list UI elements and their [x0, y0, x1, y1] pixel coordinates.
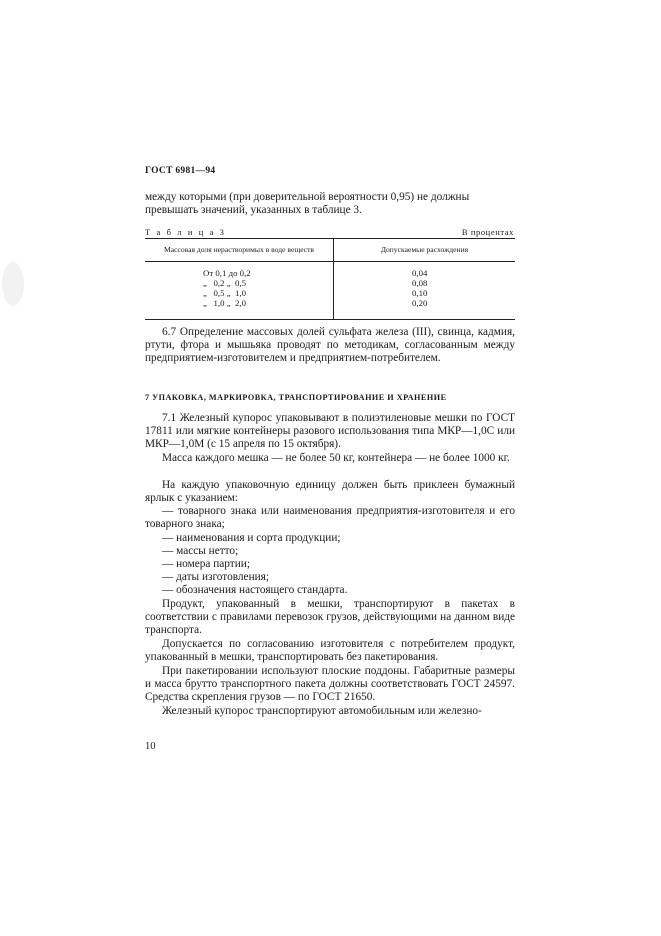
table-unit: В процентах: [461, 227, 514, 237]
table-cell-value: 0,10: [412, 288, 428, 298]
paragraph-label: На каждую упаковочную единицу должен быть приклеен бумажный ярлык с указанием:: [145, 479, 515, 505]
table-caption: Т а б л и ц а 3: [145, 227, 227, 237]
paragraph-agree: Допускается по согласованию изготовителя с потребителем продукт, упакованный в мешки, транспортировать без пакетирования.: [145, 638, 515, 664]
paragraph-pallet: При пакетировании используют плоские поддоны. Габаритные размеры и масса брутто транспортного пакета должны соответствовать ГОСТ 24597. Средства скрепления грузов — по ГОСТ 21650.: [145, 665, 515, 704]
paragraph-7-1: 7.1 Железный купорос упаковывают в полиэтиленовые мешки по ГОСТ 17811 или мягкие контейнеры разового использования типа МКР—1,0С или МКР—1,0М (с 15 апреля по 15 октября).: [145, 412, 515, 451]
intro-line-1: между которыми (при доверительной вероятности 0,95) не должны: [145, 191, 470, 203]
intro-line-2: превышать значений, указанных в таблице 3.: [145, 204, 362, 216]
section-7-title: 7 УПАКОВКА, МАРКИРОВКА, ТРАНСПОРТИРОВАНИЕ И ХРАНЕНИЕ: [145, 393, 447, 402]
document-header: ГОСТ 6981—94: [145, 166, 216, 176]
table-cell-range: „ 1,0 „ 2,0: [203, 298, 246, 308]
paragraph-last: Железный купорос транспортируют автомобильным или железно-: [162, 705, 482, 717]
list-item: — массы нетто;: [162, 545, 239, 557]
table-cell-range: „ 0,5 „ 1,0: [203, 288, 246, 298]
table-header-col2: Допускаемые расхождения: [380, 245, 469, 254]
list-item: — даты изготовления;: [162, 571, 270, 583]
table-header-divider: [145, 261, 515, 262]
table-header-col1: Массовая доля нерастворимых в воде веществ: [163, 245, 315, 254]
table-cell-range: От 0,1 до 0,2: [203, 268, 251, 278]
table-3: [145, 238, 515, 320]
list-item: — товарного знака или наименования предприятия-изготовителя и его товарного знака;: [145, 505, 515, 531]
list-item: — наименования и сорта продукции;: [162, 532, 341, 544]
table-cell-value: 0,20: [412, 298, 428, 308]
table-cell-value: 0,04: [412, 268, 428, 278]
table-cell-range: „ 0,2 „ 0,5: [203, 278, 246, 288]
list-item: — обозначения настоящего стандарта.: [162, 584, 348, 596]
paragraph-6-7: 6.7 Определение массовых долей сульфата железа (III), свинца, кадмия, ртути, фтора и мышьяка проводят по методикам, согласованным между предприятием-изготовителем и предприятием-потребителем.: [145, 326, 515, 365]
page-number: 10: [145, 741, 156, 752]
table-cell-value: 0,08: [412, 278, 428, 288]
list-item: — номера партии;: [162, 558, 250, 570]
paragraph-transport: Продукт, упакованный в мешки, транспортируют в пакетах в соответствии с правилами перевозок грузов, действующими на данном виде транспорта.: [145, 598, 515, 637]
paragraph-mass: Масса каждого мешка — не более 50 кг, контейнера — не более 1000 кг.: [162, 452, 510, 464]
scan-smudge: [2, 262, 24, 306]
